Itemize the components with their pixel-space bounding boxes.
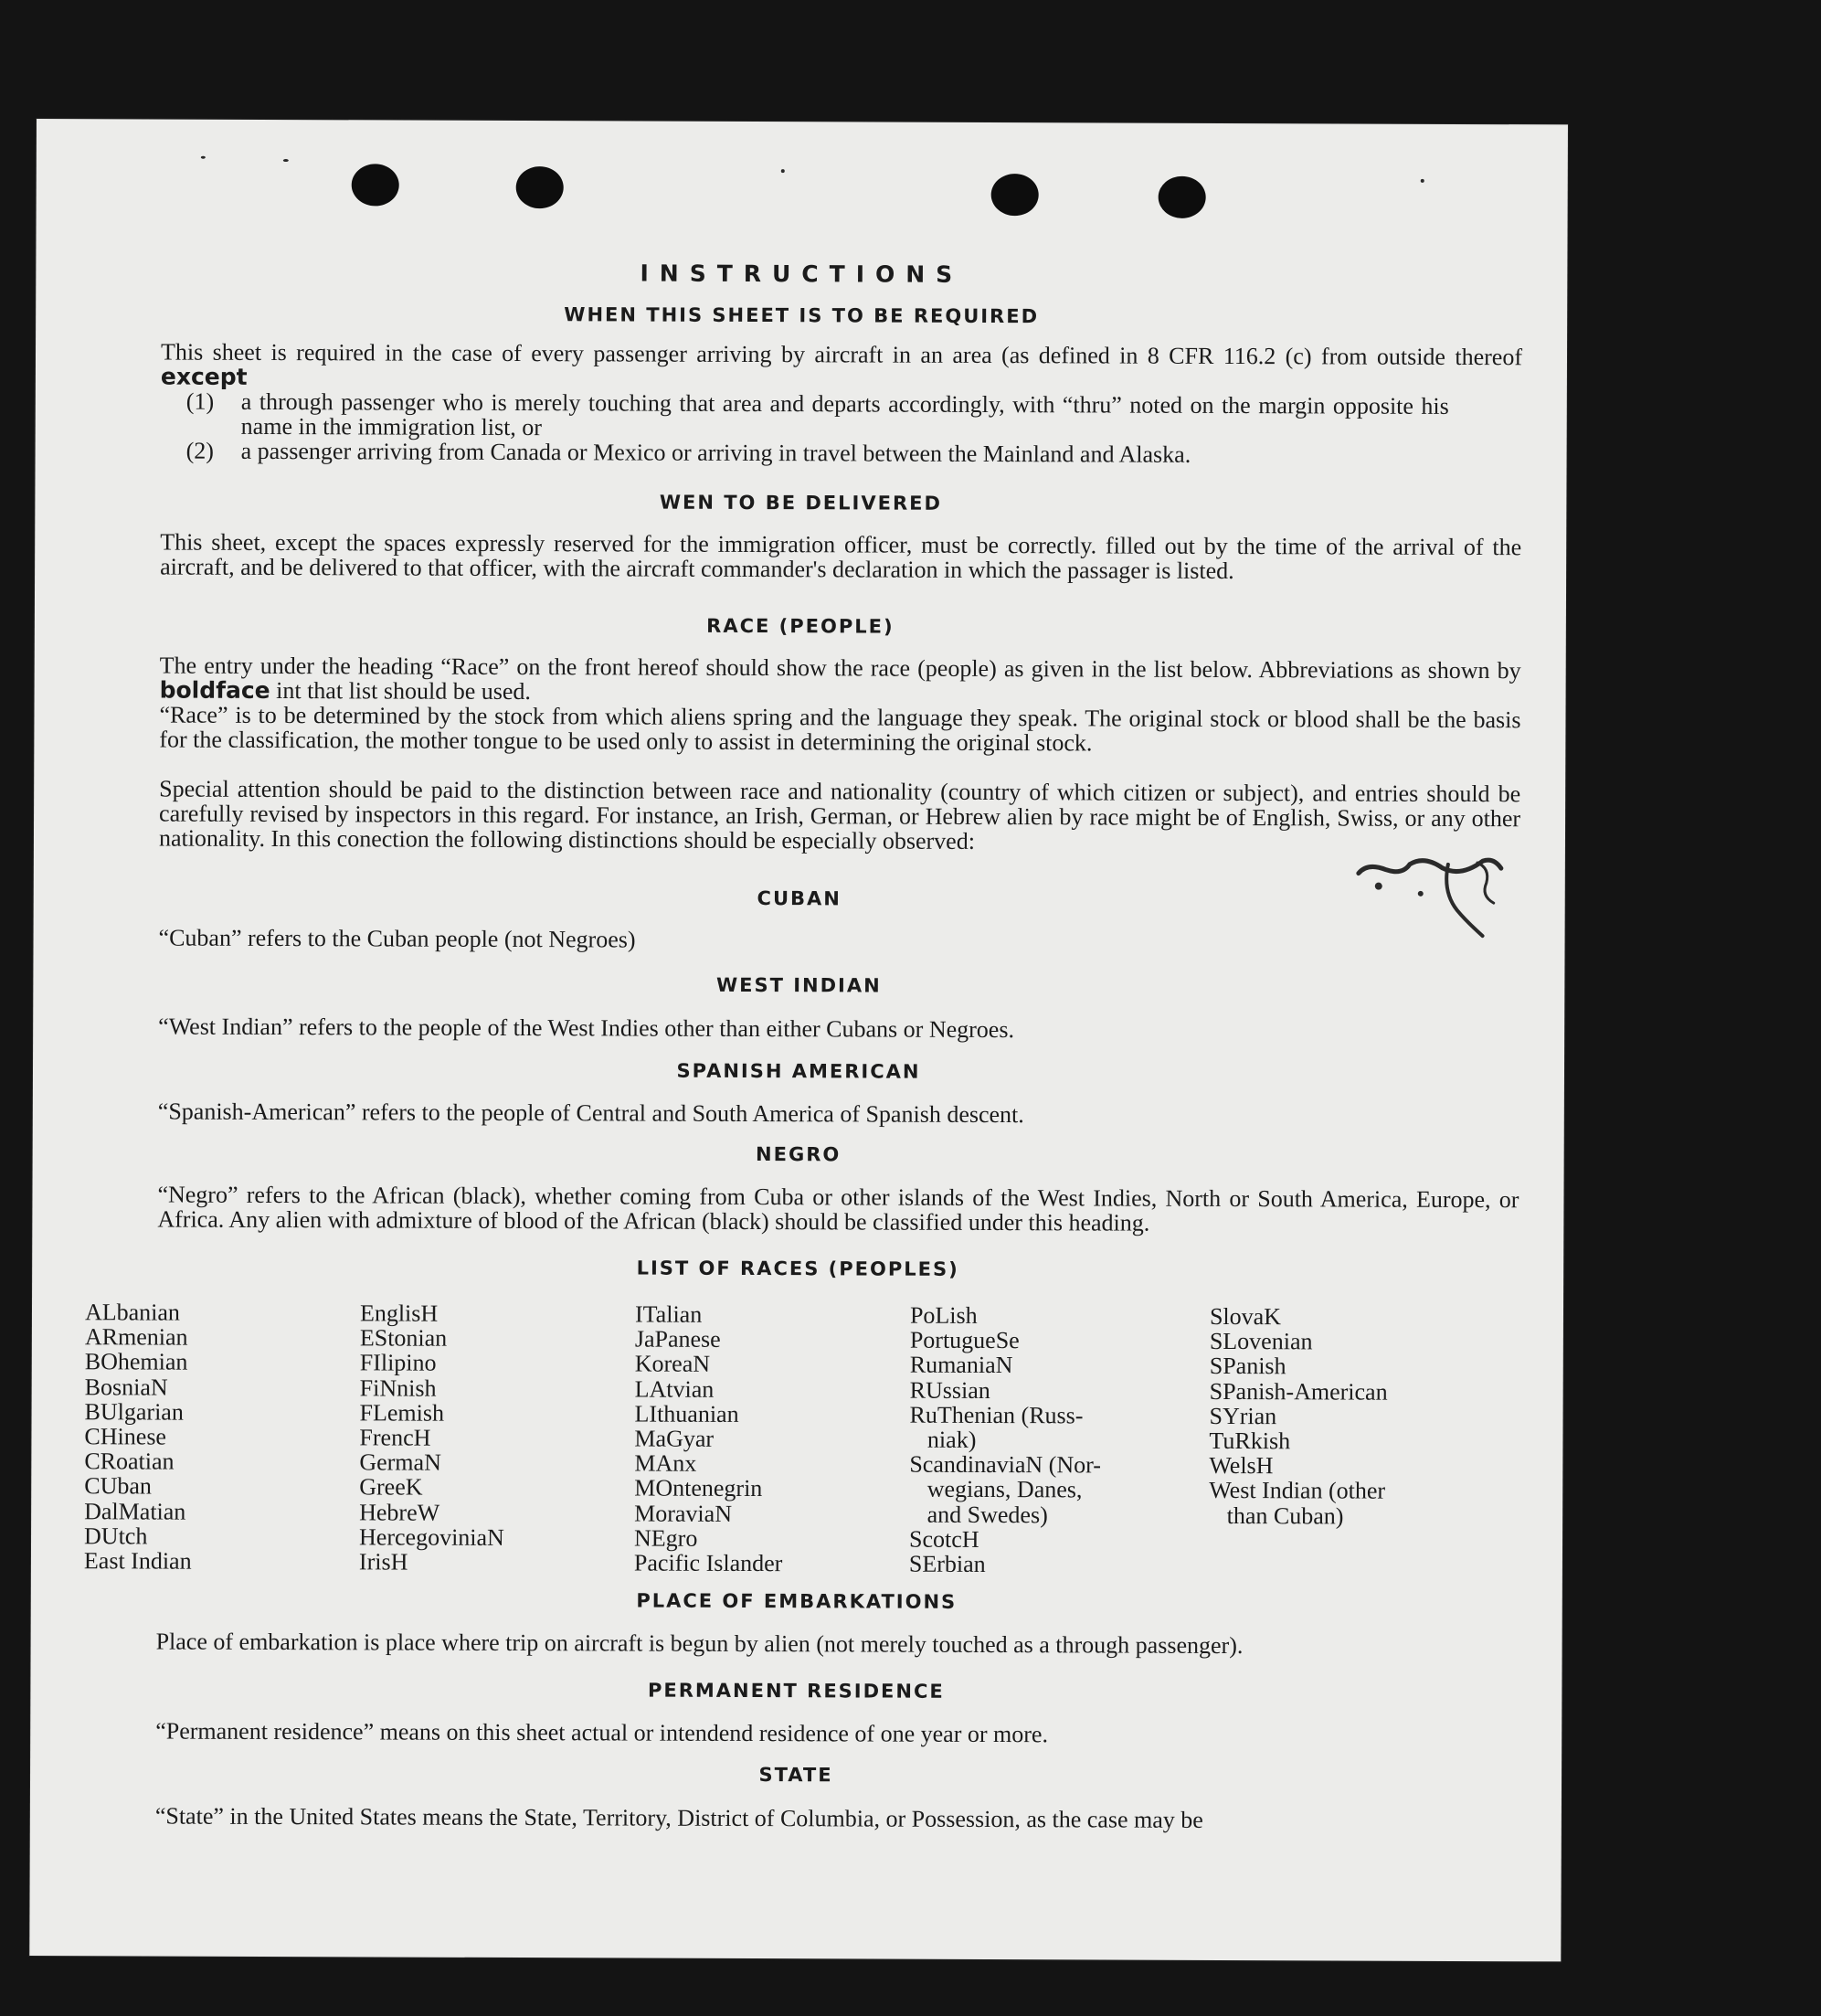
race-item: DUtch xyxy=(83,1523,148,1550)
race-item: SPanish xyxy=(1209,1353,1286,1380)
when-required-intro xyxy=(86,339,1522,394)
race-item: ScotcH xyxy=(908,1525,979,1553)
race-item: MOntenegrin xyxy=(634,1474,763,1502)
heading-when-delivered: WEN TO BE DELIVERED xyxy=(659,491,942,515)
race-item: PortugueSe xyxy=(909,1326,1020,1354)
race-item: MaGyar xyxy=(634,1425,715,1452)
race-item: ALbanian xyxy=(84,1299,181,1326)
race-item: SErbian xyxy=(908,1550,986,1578)
heading-when-required: WHEN THIS SHEET IS TO BE REQUIRED xyxy=(564,303,1040,328)
race-item: CUban xyxy=(84,1472,152,1500)
race-item: Pacific Islander xyxy=(633,1549,783,1577)
race-item: BosniaN xyxy=(84,1373,168,1401)
race-item: and Swedes) xyxy=(909,1501,1048,1528)
permanent-residence-text: “Permanent residence” means on this sheet actual or intendend residence of one year or more. xyxy=(155,1717,1049,1748)
race-item: WelsH xyxy=(1209,1452,1274,1480)
punch-hole xyxy=(991,174,1039,216)
races-column-4 xyxy=(909,1303,1102,1577)
race-item: LIthuanian xyxy=(634,1400,739,1427)
item-number: (2) xyxy=(185,437,214,464)
item-number: (1) xyxy=(185,387,215,415)
speck xyxy=(201,156,206,159)
race-item: than Cuban) xyxy=(1209,1501,1344,1530)
race-item: HercegoviniaN xyxy=(358,1523,504,1551)
race-p1-text: The entry under the heading “Race” on the front hereof should show the race (people) as given in the list below. Abbreviations as shown by xyxy=(159,652,1521,684)
race-item: RUssian xyxy=(909,1376,990,1404)
exception-list xyxy=(186,389,1449,468)
heading-spanish-american: SPANISH AMERICAN xyxy=(676,1059,921,1083)
race-paragraph-3: Special attention should be paid to the distinction between race and nationality (country of which citizen or subject), and entries should be carefully revised by inspectors in this regard. For instance, an Irish, German, or Hebrew alien by race might be of English, Swiss, or any other nationality. In this conection the following distinctions should be especially observed: xyxy=(158,775,1521,854)
race-item: KoreaN xyxy=(634,1350,711,1378)
heading-race: RACE (PEOPLE) xyxy=(706,614,895,638)
race-item: niak) xyxy=(909,1426,977,1453)
heading-negro: NEGRO xyxy=(756,1143,842,1166)
race-item: FrencH xyxy=(359,1424,431,1451)
race-item: HebreW xyxy=(359,1498,440,1526)
when-required-intro-text: This sheet is required in the case of every passenger arriving by aircraft in an area (as defined in 8 CFR 116.2 (c) from outside thereof xyxy=(160,338,1523,371)
west-indian-text: “West Indian” refers to the people of the West Indies other than either Cubans or Negroes. xyxy=(158,1013,1015,1044)
handwritten-mark xyxy=(1339,845,1559,956)
race-item: IrisH xyxy=(358,1548,408,1576)
race-item: BOhemian xyxy=(84,1348,188,1376)
heading-cuban: CUBAN xyxy=(757,887,842,910)
document-page xyxy=(29,119,1568,1961)
heading-state: STATE xyxy=(758,1764,833,1787)
speck xyxy=(1421,179,1424,183)
race-item: JaPanese xyxy=(634,1325,721,1353)
races-column-2 xyxy=(359,1300,505,1575)
heading-permanent-residence: PERMANENT RESIDENCE xyxy=(647,1679,945,1703)
race-item: CHinese xyxy=(84,1423,167,1450)
race-item: DalMatian xyxy=(84,1497,186,1525)
boldface-word: boldface xyxy=(159,676,270,704)
race-item: NEgro xyxy=(633,1524,698,1552)
item-text: a through passenger who is merely touching that area and departs accordingly, with “thru” noted on the margin opposite his name in the immigration list, or xyxy=(240,387,1449,441)
race-item: wegians, Danes, xyxy=(909,1476,1083,1503)
race-item: GreeK xyxy=(359,1473,423,1501)
race-item: GermaN xyxy=(359,1448,441,1476)
speck xyxy=(283,159,289,162)
item-text: a passenger arriving from Canada or Mexico or arriving in travel between the Mainland and Alaska. xyxy=(240,437,1191,468)
race-item: PoLish xyxy=(909,1301,978,1329)
races-column-5 xyxy=(1209,1304,1388,1529)
race-item: TuRkish xyxy=(1209,1427,1291,1455)
race-item: MoraviaN xyxy=(634,1500,733,1527)
page-title: INSTRUCTIONS xyxy=(640,260,964,288)
race-item: EStonian xyxy=(359,1324,448,1352)
race-item: RuThenian (Russ- xyxy=(909,1401,1084,1429)
race-item: SLovenian xyxy=(1209,1328,1313,1355)
race-item: CRoatian xyxy=(84,1448,175,1475)
race-item: BUlgarian xyxy=(84,1398,184,1426)
spanish-american-text: “Spanish-American” refers to the people of Central and South America of Spanish descent. xyxy=(157,1098,1024,1129)
list-item xyxy=(186,439,1449,468)
race-item: RumaniaN xyxy=(909,1352,1013,1379)
race-p1-text-end: int that list should be used. xyxy=(276,677,531,706)
race-item: ScandinaviaN (Nor- xyxy=(909,1450,1101,1479)
heading-list-of-races: LIST OF RACES (PEOPLES) xyxy=(636,1257,959,1280)
heading-embarkation: PLACE OF EMBARKATIONS xyxy=(636,1589,958,1613)
speck xyxy=(781,169,785,173)
races-column-1 xyxy=(84,1300,193,1574)
race-item: EnglisH xyxy=(359,1300,439,1327)
race-item: FIlipino xyxy=(359,1349,437,1377)
punch-hole xyxy=(516,166,564,208)
race-paragraph-1 xyxy=(85,653,1521,707)
race-paragraph-2: “Race” is to be determined by the stock from which aliens spring and the language they speak. The original stock or blood shall be the basis for the classification, the mother tongue to be used only to assist in determining the original stock. xyxy=(159,701,1521,757)
race-item: SPanish-American xyxy=(1209,1377,1388,1406)
heading-west-indian: WEST INDIAN xyxy=(715,973,882,997)
race-item: FiNnish xyxy=(359,1374,437,1402)
race-item: FLemish xyxy=(359,1399,445,1427)
cuban-text: “Cuban” refers to the Cuban people (not Negroes) xyxy=(158,924,636,953)
races-column-3 xyxy=(634,1302,784,1576)
negro-text: “Negro” refers to the African (black), whether coming from Cuba or other islands of the West Indies, North or South America, Europe, or Africa. Any alien with admixture of blood of the African (black) should be classified under this heading. xyxy=(157,1181,1519,1236)
race-item: ARmenian xyxy=(84,1323,188,1351)
except-bold: except xyxy=(160,363,248,390)
embarkation-text: Place of embarkation is place where trip on aircraft is begun by alien (not merely touched as a through passenger). xyxy=(155,1628,1244,1660)
race-item: ITalian xyxy=(634,1300,703,1328)
race-item: East Indian xyxy=(83,1547,192,1575)
state-text: “State” in the United States means the State, Territory, District of Columbia, or Possession, as the case may be xyxy=(154,1802,1203,1833)
race-item: MAnx xyxy=(634,1449,697,1478)
punch-hole xyxy=(352,164,399,206)
list-item xyxy=(186,389,1449,443)
when-delivered-text: This sheet, except the spaces expressly reserved for the immigration officer, must be correctly. filled out by the time of the arrival of the aircraft, and be delivered to that officer, with the aircraft commander's declaration in which the passager is listed. xyxy=(160,528,1522,585)
punch-hole xyxy=(1159,176,1206,218)
race-item: West Indian (other xyxy=(1209,1477,1386,1505)
race-item: SYrian xyxy=(1209,1402,1277,1430)
race-item: LAtvian xyxy=(634,1375,715,1403)
race-item: SlovaK xyxy=(1209,1302,1282,1331)
